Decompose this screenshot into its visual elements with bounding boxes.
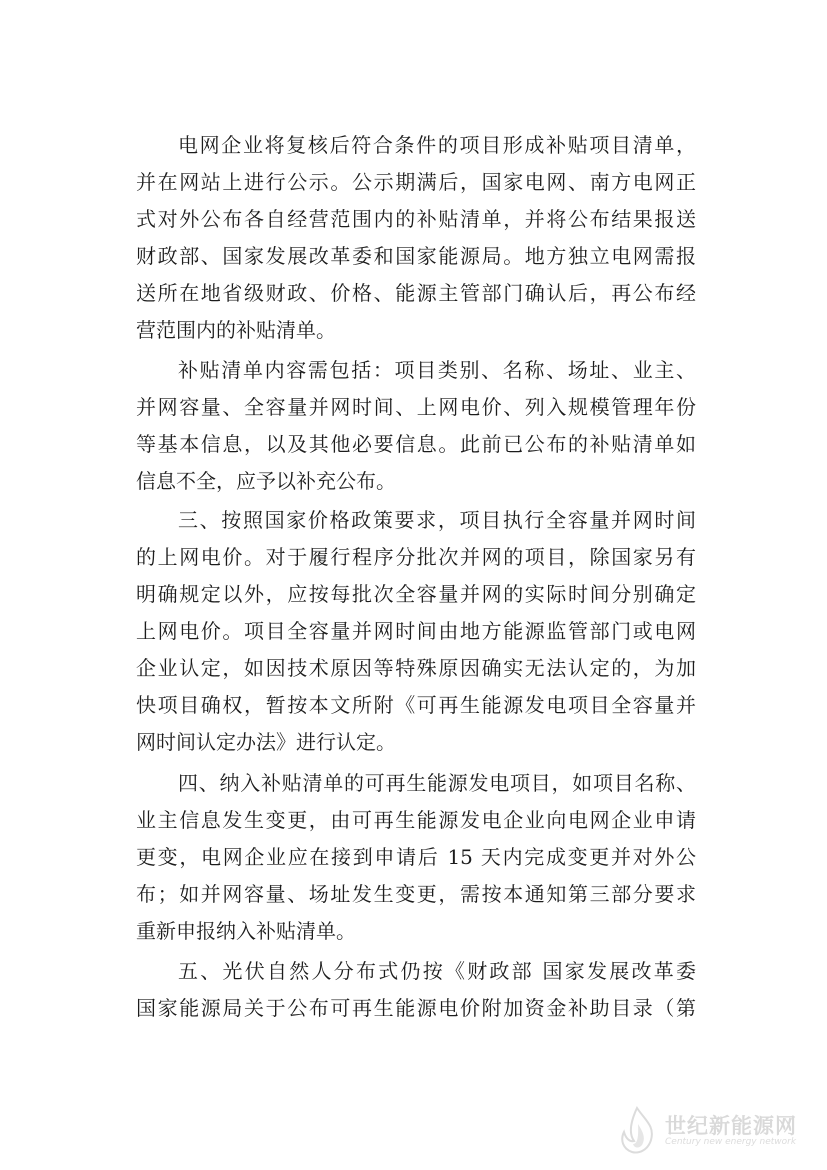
paragraph-line: 四、纳入补贴清单的可再生能源发电项目，如项目名称、 bbox=[178, 771, 696, 795]
paragraph-5 bbox=[136, 953, 696, 1027]
paragraph-line: 电网企业将复核后符合条件的项目形成补贴项目清单， bbox=[178, 133, 696, 157]
paragraph-line: 快项目确权，暂按本文所附《可再生能源发电项目全容量并 bbox=[136, 693, 696, 717]
paragraph-line: 国家能源局关于公布可再生能源电价附加资金补助目录（第 bbox=[136, 996, 696, 1020]
paragraph-line: 并网容量、全容量并网时间、上网电价、列入规模管理年份 bbox=[136, 395, 696, 419]
paragraph-line: 营范围内的补贴清单。 bbox=[136, 318, 336, 342]
watermark-subtitle: Century new energy network bbox=[665, 1137, 797, 1147]
paragraph-line: 并在网站上进行公示。公示期满后，国家电网、南方电网正 bbox=[136, 170, 696, 194]
paragraph-line: 三、按照国家价格政策要求，项目执行全容量并网时间 bbox=[178, 508, 696, 532]
watermark-logo bbox=[615, 1106, 815, 1158]
paragraph-line: 企业认定，如因技术原因等特殊原因确实无法认定的，为加 bbox=[136, 656, 696, 680]
paragraph-line: 布；如并网容量、场址发生变更，需按本通知第三部分要求 bbox=[136, 882, 696, 906]
paragraph-line: 的上网电价。对于履行程序分批次并网的项目，除国家另有 bbox=[136, 545, 696, 569]
flame-icon bbox=[615, 1106, 661, 1156]
paragraph-line: 网时间认定办法》进行认定。 bbox=[136, 730, 396, 754]
paragraph-line: 业主信息发生变更，由可再生能源发电企业向电网企业申请 bbox=[136, 808, 696, 832]
paragraph-line: 信息不全，应予以补充公布。 bbox=[136, 469, 396, 493]
paragraph-line: 补贴清单内容需包括：项目类别、名称、场址、业主、 bbox=[178, 358, 696, 382]
paragraph-3 bbox=[136, 502, 696, 761]
paragraph-line: 更变，电网企业应在接到申请后 15 天内完成变更并对外公 bbox=[136, 845, 696, 869]
paragraph-line: 上网电价。项目全容量并网时间由地方能源监管部门或电网 bbox=[136, 619, 696, 643]
paragraph-line: 财政部、国家发展改革委和国家能源局。地方独立电网需报 bbox=[136, 244, 696, 268]
paragraph-line: 五、光伏自然人分布式仍按《财政部 国家发展改革委 bbox=[178, 959, 696, 983]
watermark-title: 世纪新能源网 bbox=[665, 1114, 797, 1138]
paragraph-line: 送所在地省级财政、价格、能源主管部门确认后，再公布经 bbox=[136, 281, 696, 305]
paragraph-line: 明确规定以外，应按每批次全容量并网的实际时间分别确定 bbox=[136, 582, 696, 606]
paragraph-2 bbox=[136, 352, 696, 500]
paragraph-4 bbox=[136, 765, 696, 950]
paragraph-line: 等基本信息，以及其他必要信息。此前已公布的补贴清单如 bbox=[136, 432, 696, 456]
paragraph-line: 重新申报纳入补贴清单。 bbox=[136, 919, 356, 943]
paragraph-1 bbox=[136, 127, 696, 349]
paragraph-line: 式对外公布各自经营范围内的补贴清单，并将公布结果报送 bbox=[136, 207, 696, 231]
